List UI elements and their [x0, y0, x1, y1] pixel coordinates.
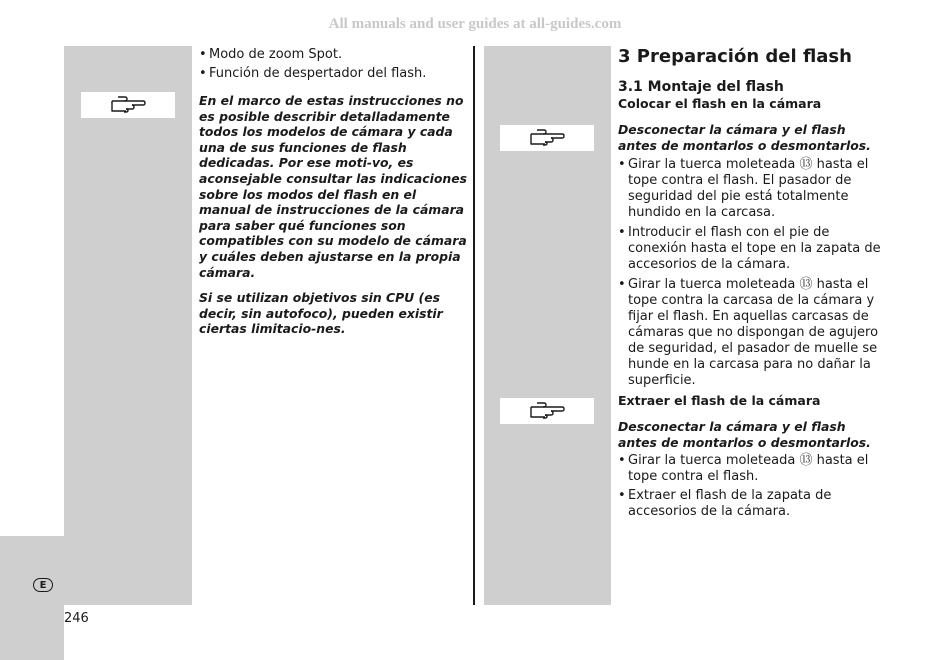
list-item: • Girar la tuerca moleteada ⑬ hasta el tope contra la carcasa de la cámara y fijar el flash. En aquellas carcasas de cámaras que no dispongan de agujero de seguridad, el pasador de muelle se hunde en la carcasa para no dañar la superficie.: [618, 277, 888, 389]
camera-model-note: En el marco de estas instrucciones no es posible describir detalladamente todos los modelos de cámara y cada una de sus funciones de flash dedicadas. Por ese moti-vo, es aconsejable consultar las indicaciones sobre los modos del flash en el manual de instrucciones de la cámara para saber qué funciones son compatibles con su modelo de cámara y cuáles deben ajustarse en la propia cámara.: [199, 93, 467, 280]
section-heading: Colocar el flash en la cámara: [618, 96, 822, 111]
page-number: 246: [64, 611, 89, 626]
removal-steps: [618, 453, 888, 520]
cpu-lens-note: Si se utilizan objetivos sin CPU (es decir, sin autofoco), pueden existir ciertas limitacio-nes.: [199, 290, 443, 337]
pointing-hand-icon: [110, 96, 146, 114]
section-subtitle: 3.1 Montaje del flash: [618, 79, 784, 95]
left-text-column: [199, 47, 467, 337]
list-item: • Función de despertador del flash.: [199, 66, 467, 82]
language-badge: E: [33, 578, 53, 592]
list-item: • Extraer el flash de la zapata de accesorios de la cámara.: [618, 488, 888, 520]
list-item: • Girar la tuerca moleteada ⑬ hasta el tope contra el flash. El pasador de seguridad del pie está totalmente hundido en la carcasa.: [618, 157, 888, 221]
corner-band: [0, 536, 64, 660]
note-icon-box: [500, 125, 594, 151]
column-divider: [473, 46, 475, 605]
section-heading: Extraer el flash de la cámara: [618, 393, 821, 409]
list-item: • Modo de zoom Spot.: [199, 47, 467, 63]
list-item: • Girar la tuerca moleteada ⑬ hasta el tope contra el flash.: [618, 453, 888, 485]
watermark: All manuals and user guides at all-guides.com: [328, 16, 622, 32]
pointing-hand-icon: [529, 402, 565, 420]
warning-note: Desconectar la cámara y el flash antes de montarlos o desmontarlos.: [618, 122, 871, 153]
mounting-steps: [618, 157, 888, 389]
feature-list: [199, 47, 467, 82]
warning-note: Desconectar la cámara y el flash antes de montarlos o desmontarlos.: [618, 419, 871, 450]
list-item: • Introducir el flash con el pie de conexión hasta el tope en la zapata de accesorios de la cámara.: [618, 225, 888, 273]
page-title: 3 Preparación del flash: [618, 46, 852, 67]
right-text-column: [618, 46, 888, 520]
left-margin-band: [64, 46, 192, 605]
note-icon-box: [500, 398, 594, 424]
pointing-hand-icon: [529, 129, 565, 147]
note-icon-box: [81, 92, 175, 118]
